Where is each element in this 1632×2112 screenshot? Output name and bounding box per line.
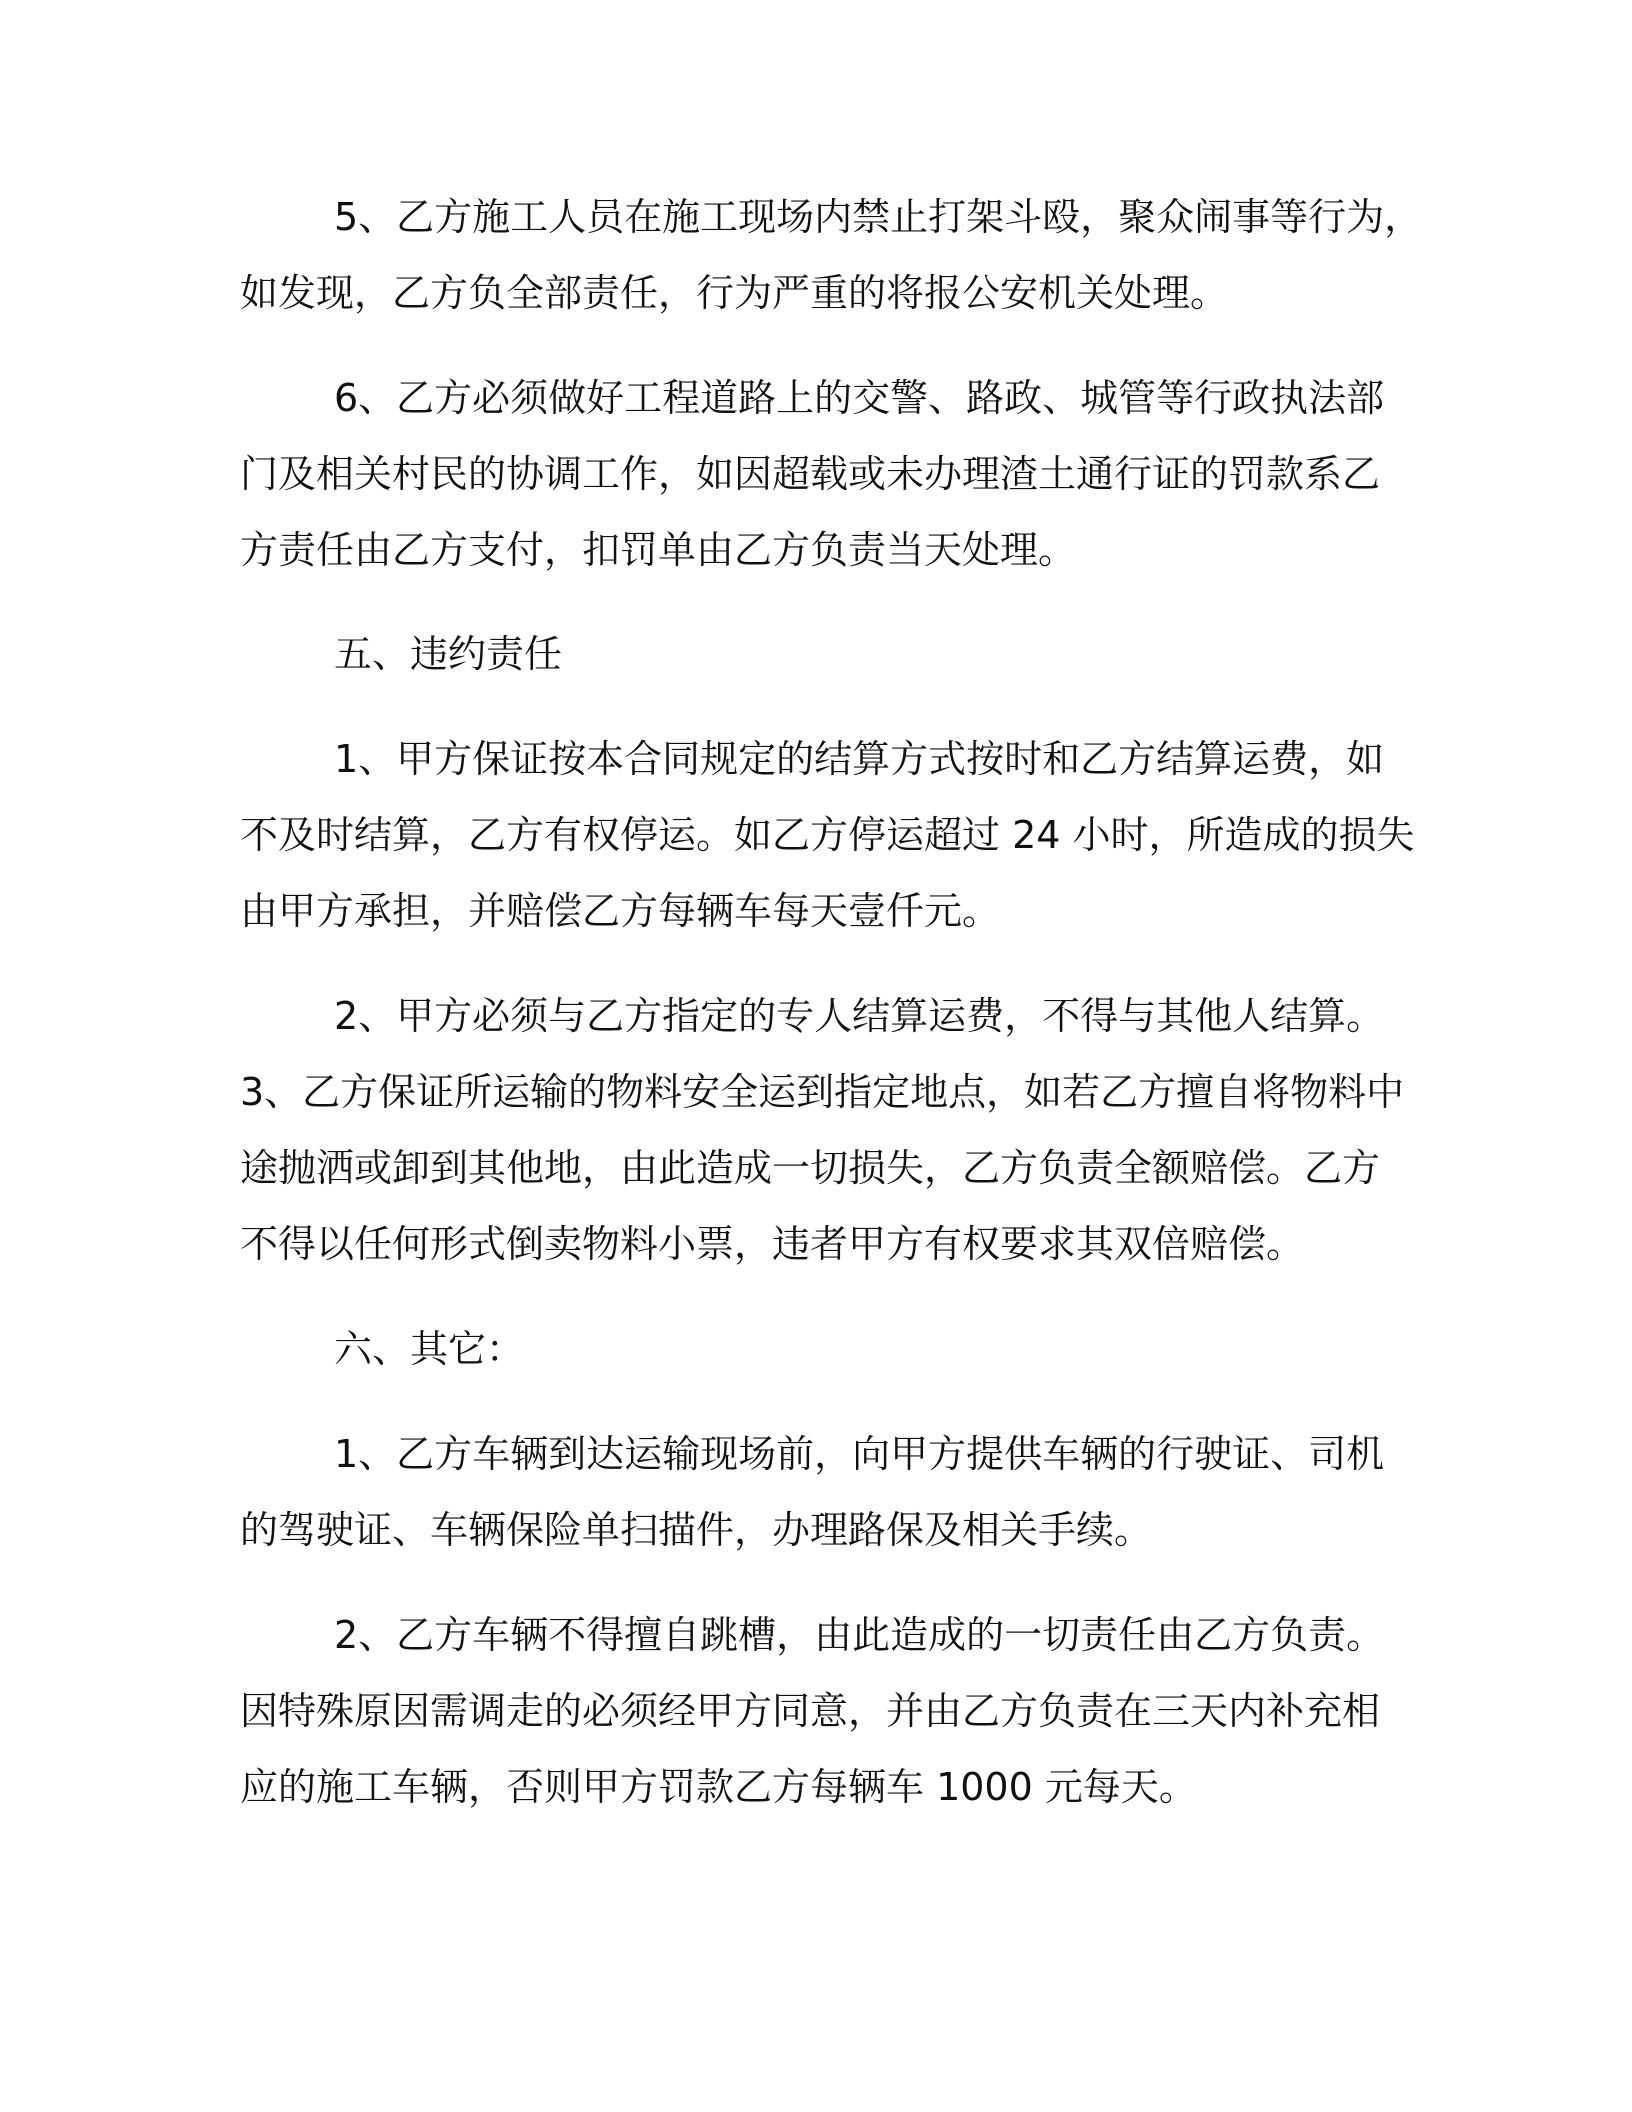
text-line: 因特殊原因需调走的必须经甲方同意，并由乙方负责在三天内补充相 xyxy=(240,1689,1381,1733)
text-line: 不得以任何形式倒卖物料小票，违者甲方有权要求其双倍赔偿。 xyxy=(240,1222,1305,1266)
text-line: 1、乙方车辆到达运输现场前，向甲方提供车辆的行驶证、司机 xyxy=(334,1432,1385,1476)
section-heading: 六、其它： xyxy=(334,1327,525,1371)
section-heading: 五、违约责任 xyxy=(334,632,563,676)
text-line: 途抛洒或卸到其他地，由此造成一切损失，乙方负责全额赔偿。乙方 xyxy=(240,1146,1381,1190)
text-line: 6、乙方必须做好工程道路上的交警、路政、城管等行政执法部 xyxy=(334,376,1385,420)
text-line: 如发现，乙方负全部责任，行为严重的将报公安机关处理。 xyxy=(240,271,1229,315)
text-line: 应的施工车辆，否则甲方罚款乙方每辆车 1000 元每天。 xyxy=(240,1765,1197,1809)
text-line: 2、乙方车辆不得擅自跳槽，由此造成的一切责任由乙方负责。 xyxy=(334,1613,1385,1657)
text-line: 方责任由乙方支付，扣罚单由乙方负责当天处理。 xyxy=(240,528,1077,572)
text-line: 1、甲方保证按本合同规定的结算方式按时和乙方结算运费，如 xyxy=(334,737,1385,781)
text-line: 由甲方承担，并赔偿乙方每辆车每天壹仟元。 xyxy=(240,889,1001,933)
text-line: 的驾驶证、车辆保险单扫描件，办理路保及相关手续。 xyxy=(240,1508,1153,1552)
text-line: 5、乙方施工人员在施工现场内禁止打架斗殴，聚众闹事等行为， xyxy=(334,195,1423,239)
text-line: 门及相关村民的协调工作，如因超载或未办理渣土通行证的罚款系乙 xyxy=(240,452,1381,496)
text-line: 不及时结算，乙方有权停运。如乙方停运超过 24 小时，所造成的损失 xyxy=(240,813,1415,857)
text-line: 3、乙方保证所运输的物料安全运到指定地点，如若乙方擅自将物料中 xyxy=(240,1070,1405,1114)
text-line: 2、甲方必须与乙方指定的专人结算运费，不得与其他人结算。 xyxy=(334,994,1385,1038)
